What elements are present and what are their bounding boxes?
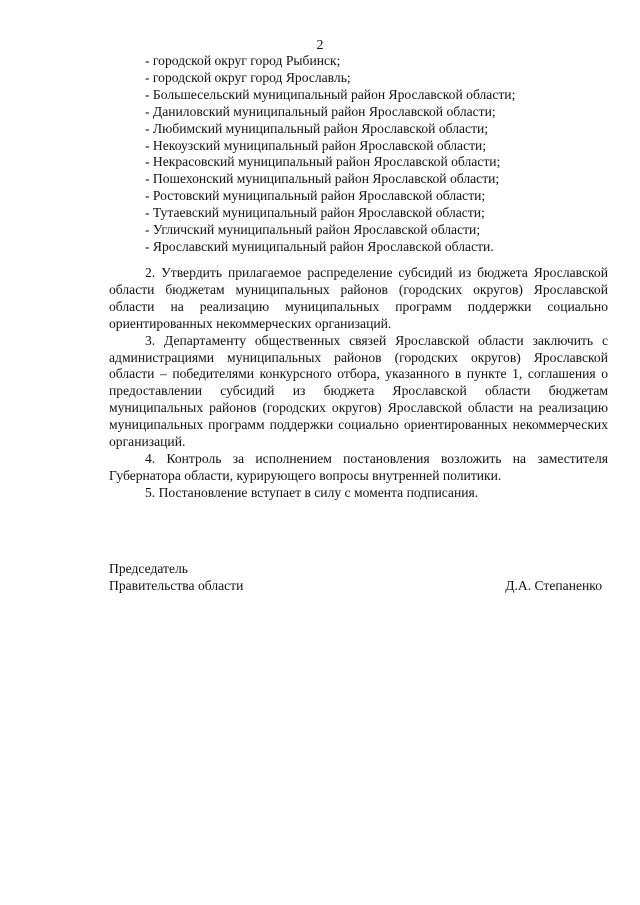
list-item: - Тутаевский муниципальный район Ярославской области;	[145, 205, 485, 221]
list-item: - Пошехонский муниципальный район Ярославской области;	[145, 171, 500, 187]
list-item: - Ярославский муниципальный район Ярославской области.	[145, 238, 494, 254]
list-item: - Даниловский муниципальный район Ярославской области;	[145, 103, 496, 119]
list-item: - Большесельский муниципальный район Ярославской области;	[145, 86, 516, 102]
list-item: - городской округ город Ярославль;	[145, 69, 351, 85]
municipality-list	[145, 53, 515, 256]
paragraph-4: 4. Контроль за исполнением постановления возложить на заместителя Губернатора области, курирующего вопросы внутренней политики.	[109, 450, 608, 483]
list-item: - Некрасовский муниципальный район Ярославской области;	[145, 154, 501, 170]
list-item: - Угличский муниципальный район Ярославской области;	[145, 222, 481, 238]
signature-organization: Правительства области	[109, 578, 244, 593]
signature-title: Председатель	[109, 561, 188, 576]
list-item: - Некоузский муниципальный район Ярославской области;	[145, 137, 487, 153]
paragraph-2: 2. Утвердить прилагаемое распределение субсидий из бюджета Ярославской области бюджетам муниципальных районов (городских округов) Ярославской области на реализацию муниципальных программ поддержки социально ориентированных некоммерческих организаций.	[109, 265, 608, 331]
list-item: - городской округ город Рыбинск;	[145, 53, 341, 68]
paragraph-3: 3. Департаменту общественных связей Ярославской области заключить с администрациями муниципальных районов (городских округов) Ярославской области – победителями конкурсного отбора, указанного в пункте 1, соглашения о предоставлении субсидий из бюджета Ярославской области бюджетам муниципальных районов (городских округов) Ярославской области на реализацию муниципальных программ поддержки социально ориентированных некоммерческих организаций.	[109, 332, 608, 450]
list-item: - Ростовский муниципальный район Ярославской области;	[145, 188, 486, 204]
decree-paragraphs	[109, 265, 608, 502]
page-number: 2	[316, 38, 324, 53]
paragraph-5: 5. Постановление вступает в силу с момента подписания.	[145, 484, 479, 500]
signatory-name: Д.А. Степаненко	[505, 578, 602, 593]
list-item: - Любимский муниципальный район Ярославской области;	[145, 120, 489, 136]
